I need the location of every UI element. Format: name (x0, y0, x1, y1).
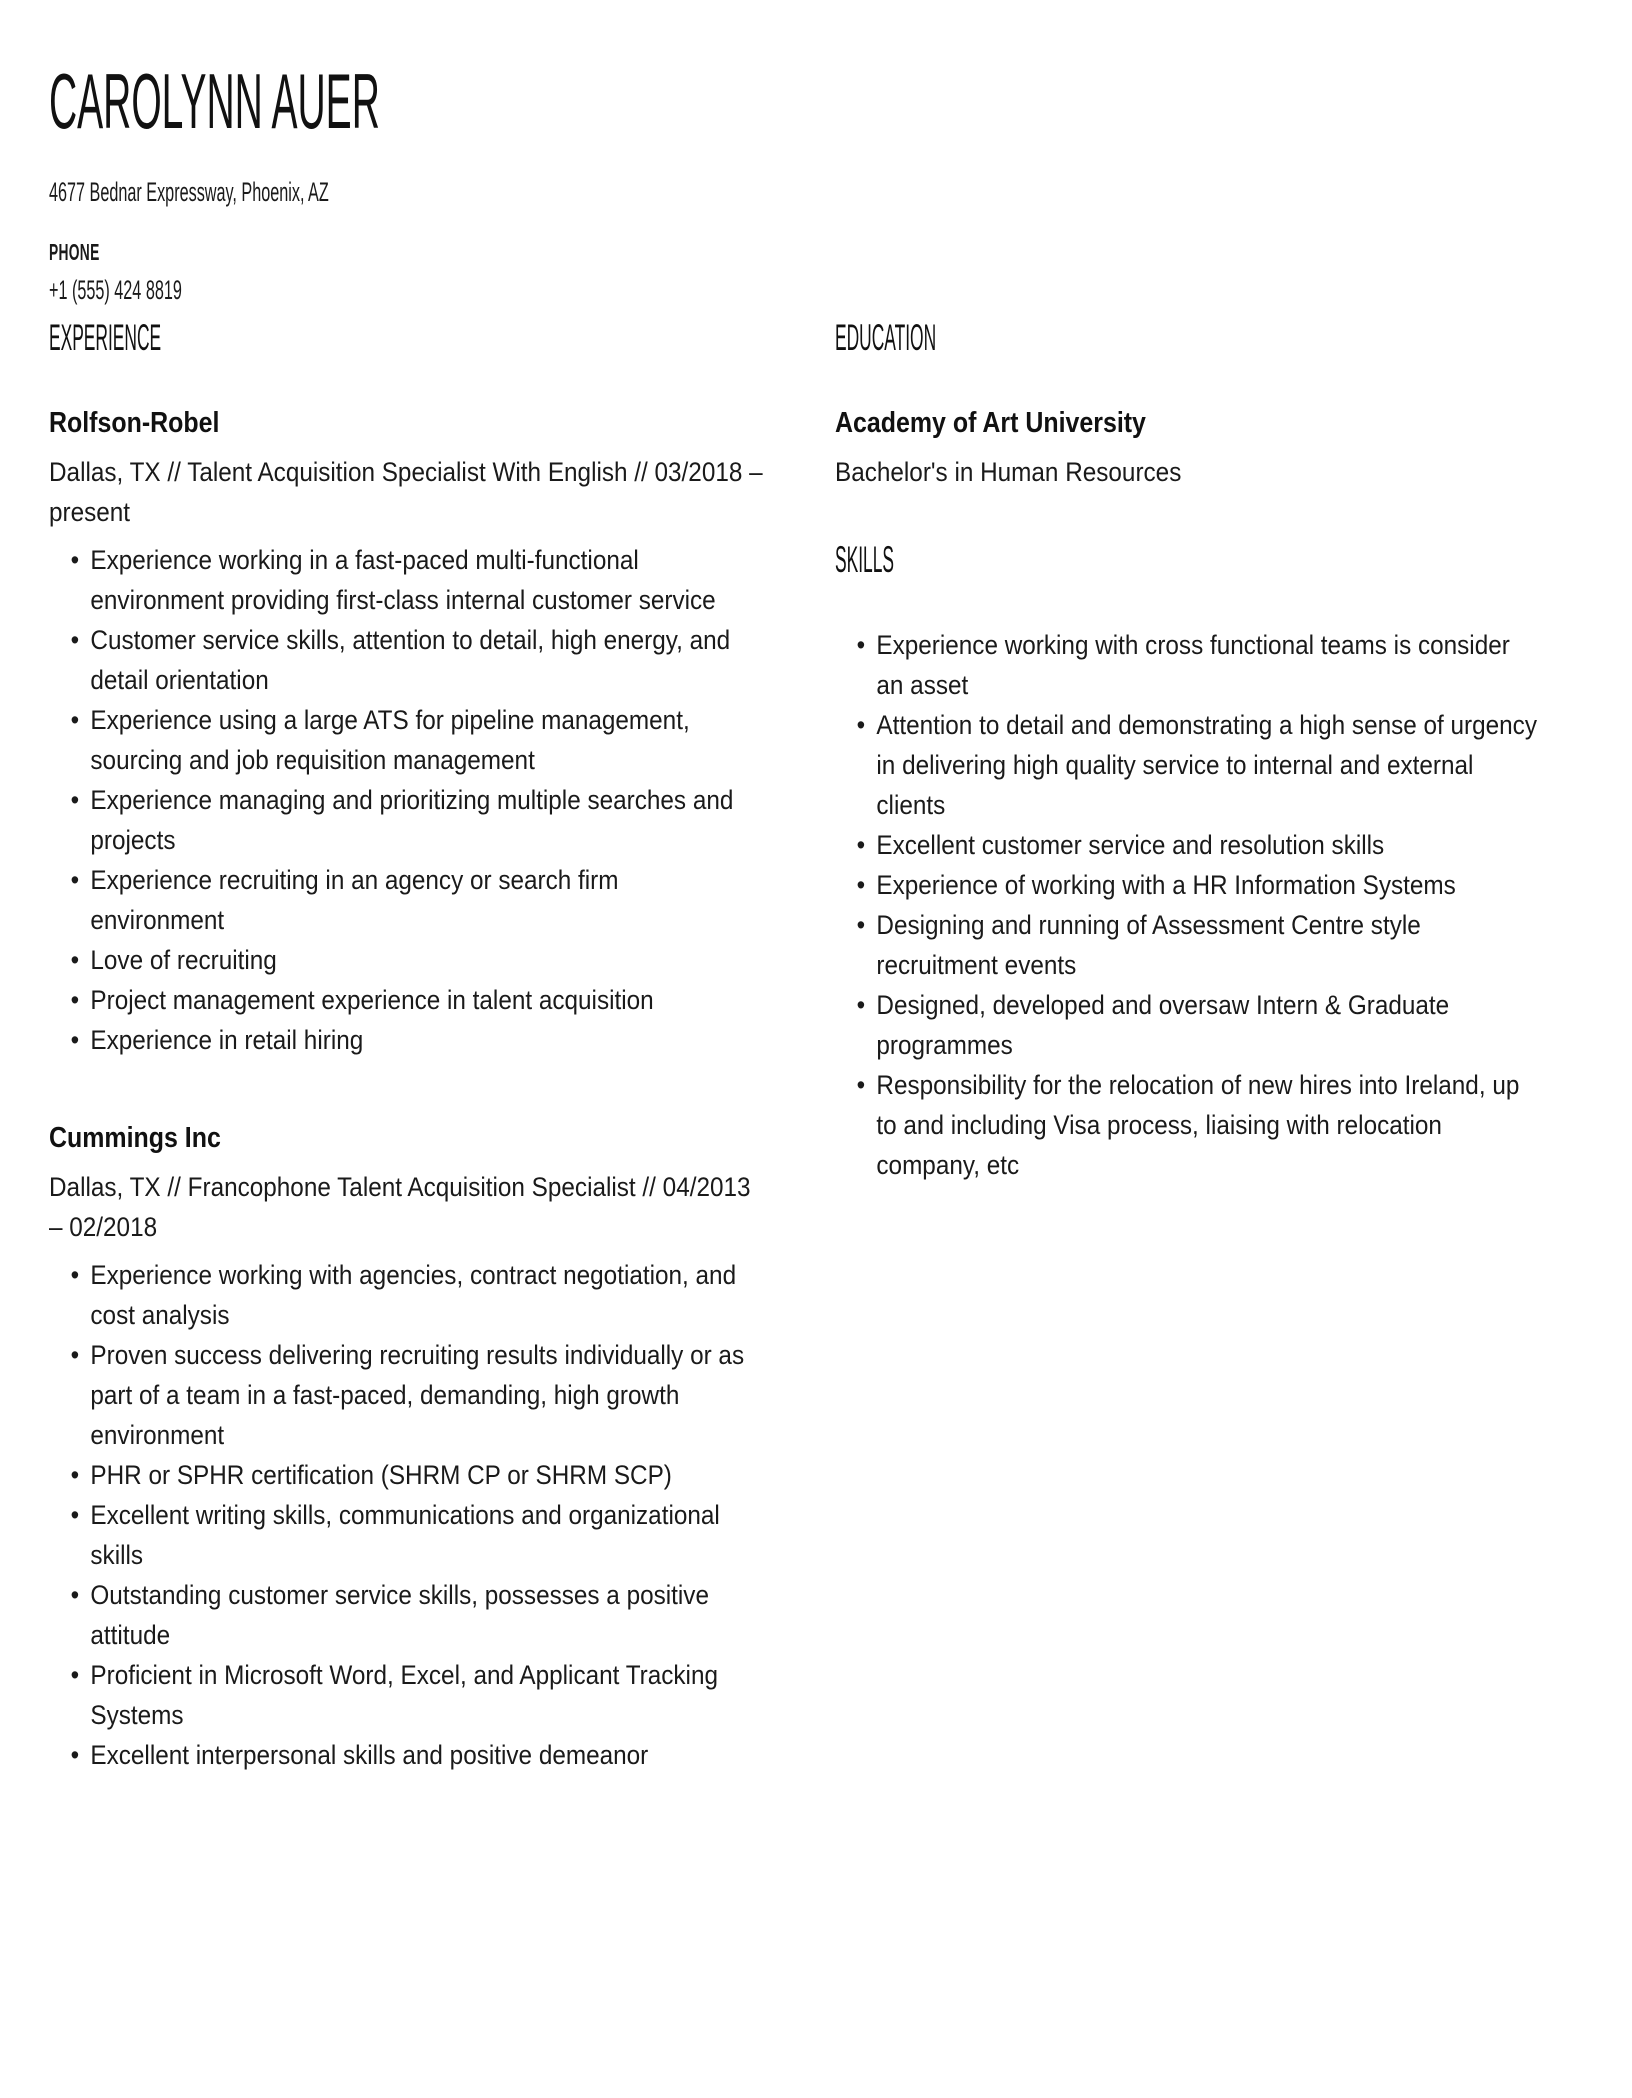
skill-bullet: • Experience of working with a HR Information Systems (835, 865, 1542, 905)
job-bullet: • Love of recruiting (49, 940, 756, 980)
job-bullet: • Experience in retail hiring (49, 1020, 756, 1060)
content-columns (49, 316, 1592, 1775)
job-bullet: • Experience managing and prioritizing multiple searches and projects (49, 780, 756, 860)
skill-bullet: • Excellent customer service and resolution skills (835, 825, 1542, 865)
job-bullet: • Proficient in Microsoft Word, Excel, and Applicant Tracking Systems (49, 1655, 756, 1735)
school-degree: Bachelor's in Human Resources (835, 457, 1182, 487)
job-company: Cummings Inc (49, 1122, 221, 1154)
school-name: Academy of Art University (835, 407, 1146, 439)
job-meta: Dallas, TX // Francophone Talent Acquisition Specialist // 04/2013 – 02/2018 (49, 1172, 751, 1242)
skill-bullet: • Attention to detail and demonstrating a high sense of urgency in delivering high quality service to internal and external clients (835, 705, 1542, 825)
job-bullet: • Proven success delivering recruiting results individually or as part of a team in a fast-paced, demanding, high growth environment (49, 1335, 756, 1455)
candidate-address: 4677 Bednar Expressway, Phoenix, AZ (49, 177, 329, 207)
job-bullet: • Excellent interpersonal skills and positive demeanor (49, 1735, 756, 1775)
candidate-name: CAROLYNN AUER (49, 57, 380, 145)
experience-section (49, 316, 769, 1775)
job-bullet: • Experience working in a fast-paced multi-functional environment providing first-class internal customer service (49, 540, 756, 620)
skill-bullet: • Designed, developed and oversaw Intern & Graduate programmes (835, 985, 1542, 1065)
job-bullet: • Experience working with agencies, contract negotiation, and cost analysis (49, 1255, 756, 1335)
skills-title: SKILLS (835, 539, 894, 580)
job-meta: Dallas, TX // Talent Acquisition Specialist With English // 03/2018 – present (49, 457, 763, 527)
experience-title: EXPERIENCE (49, 317, 162, 358)
job-bullet: • PHR or SPHR certification (SHRM CP or SHRM SCP) (49, 1455, 756, 1495)
school-entry (835, 403, 1583, 492)
job-bullet: • Project management experience in talent acquisition (49, 980, 756, 1020)
job-bullet: • Experience using a large ATS for pipeline management, sourcing and job requisition management (49, 700, 756, 780)
skill-bullet: • Responsibility for the relocation of new hires into Ireland, up to and including Visa process, liaising with relocation company, etc (835, 1065, 1542, 1185)
job-bullet: • Experience recruiting in an agency or search firm environment (49, 860, 756, 940)
job-bullet: • Excellent writing skills, communications and organizational skills (49, 1495, 756, 1575)
skill-bullet: • Experience working with cross functional teams is consider an asset (835, 625, 1542, 705)
skill-bullet: • Designing and running of Assessment Centre style recruitment events (835, 905, 1542, 985)
job-entry-rolfson-robel (49, 403, 769, 1060)
phone-label: PHONE (49, 239, 100, 265)
job-bullet: • Customer service skills, attention to detail, high energy, and detail orientation (49, 620, 756, 700)
education-title: EDUCATION (835, 317, 937, 358)
job-bullet-list (49, 1255, 756, 1775)
resume-header (49, 58, 1592, 308)
skills-bullet-list (835, 625, 1542, 1185)
job-entry-cummings-inc (49, 1118, 769, 1775)
job-company: Rolfson-Robel (49, 407, 220, 439)
phone-number: +1 (555) 424 8819 (49, 275, 182, 305)
education-skills-section (835, 316, 1583, 1185)
job-bullet-list (49, 540, 756, 1060)
job-bullet: • Outstanding customer service skills, possesses a positive attitude (49, 1575, 756, 1655)
